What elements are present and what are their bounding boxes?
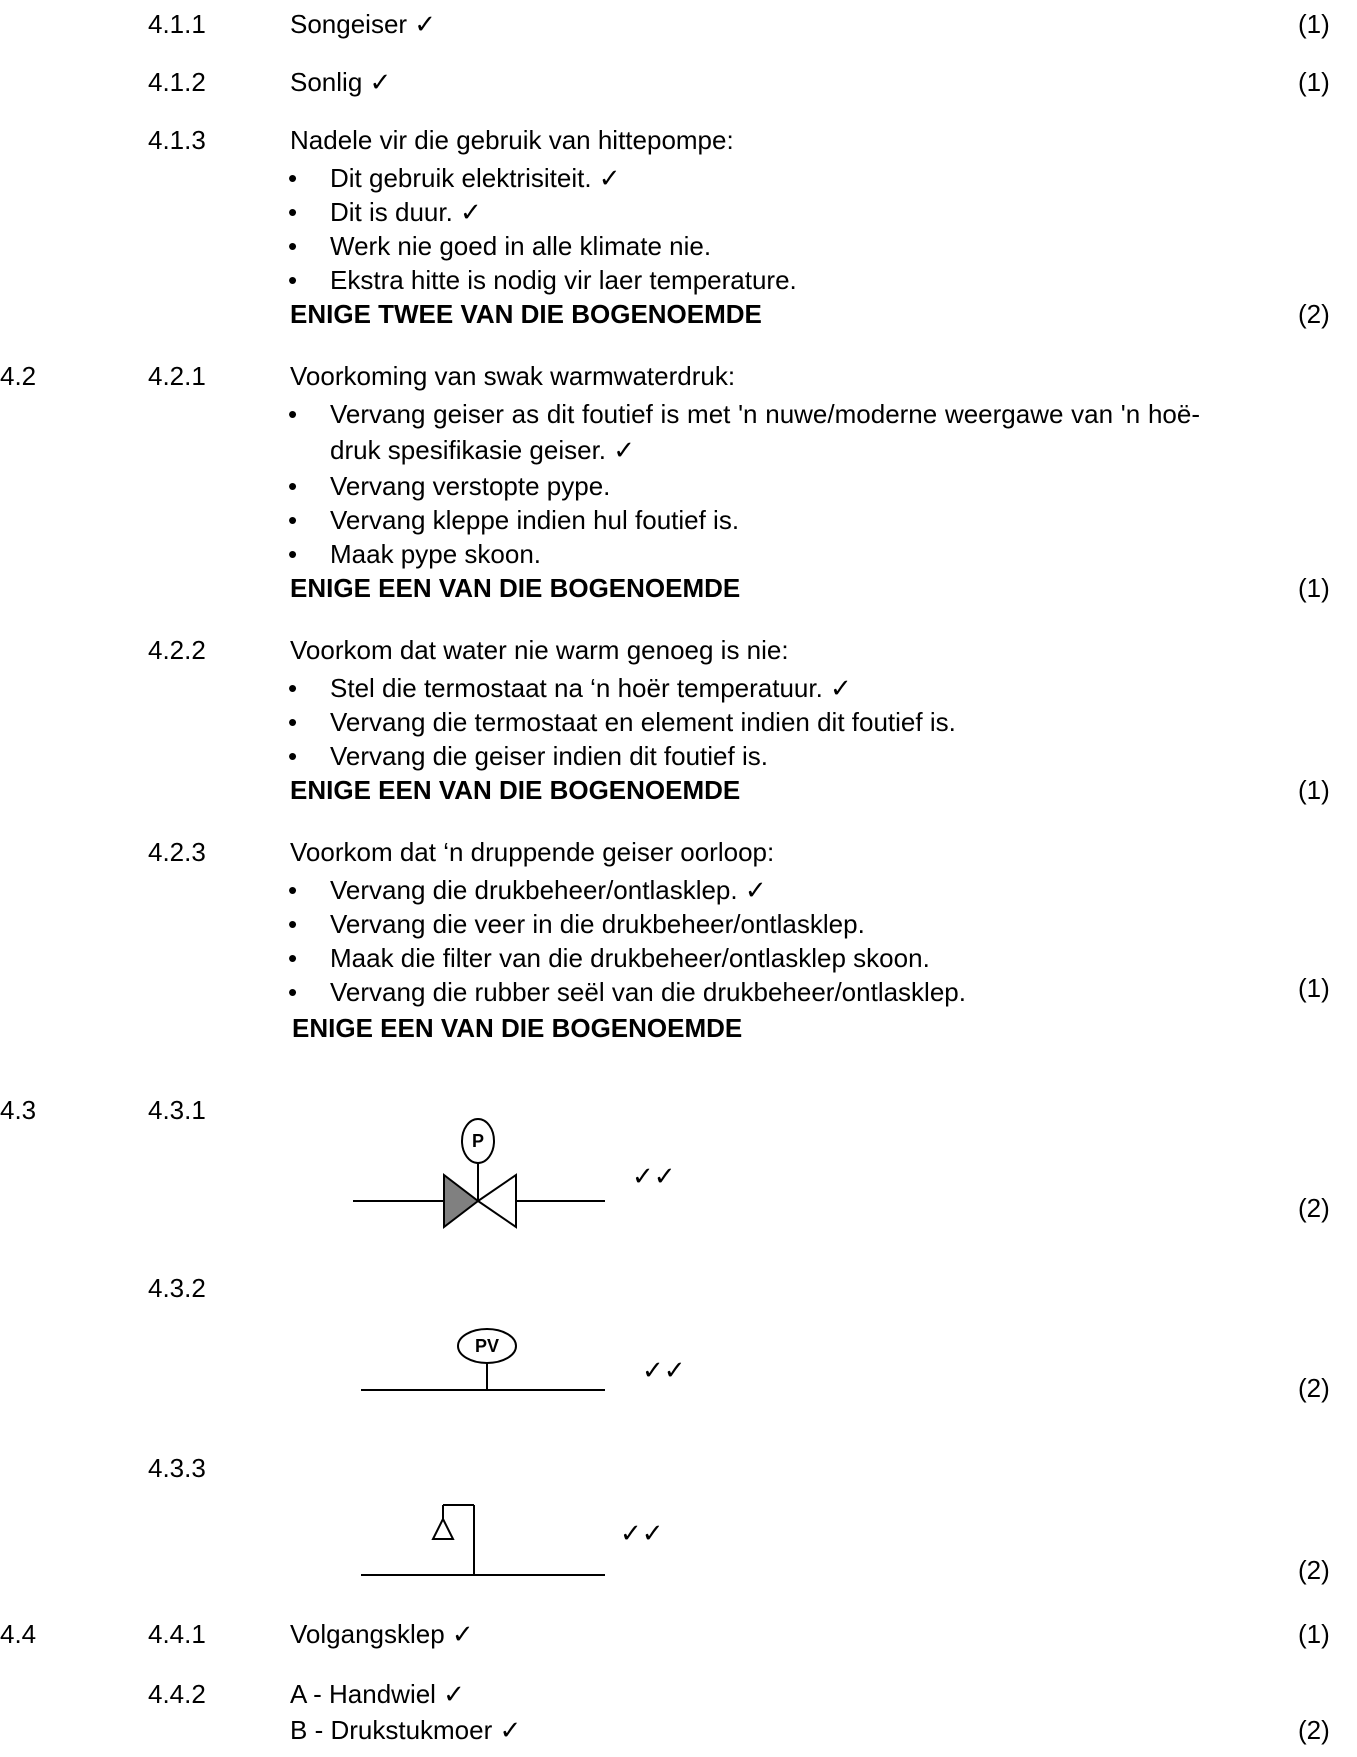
mark-allocation: (1) [1298,9,1330,39]
item-4-2-1 [0,358,1357,394]
item-4-3-1 [0,1092,1357,1128]
bullet-item: • Ekstra hitte is nodig vir laer temperature. [330,262,797,298]
answer-heading: Nadele vir die gebruik van hittepompe: [290,125,734,155]
answer-line: A - Handwiel ✓ [290,1679,465,1709]
answer-text: Songeiser ✓ [290,9,437,39]
bullet-item: • Vervang geiser as dit foutief is met 'n nuwe/moderne weergawe van 'n hoë-druk spesifikasie geiser. ✓ [330,396,1200,468]
bullet-item: • Vervang die geiser indien dit foutief is. [330,738,768,774]
item-number: 4.2.3 [148,837,206,867]
bullet-item: • Vervang die termostaat en element indien dit foutief is. [330,704,956,740]
item-4-1-1 [0,6,1357,42]
item-number: 4.1.3 [148,125,206,155]
item-4-3-2 [0,1270,1357,1306]
bullet-item: • Dit is duur. ✓ [330,194,482,230]
item-number: 4.2.2 [148,635,206,665]
answer-heading: Voorkom dat ‘n druppende geiser oorloop: [290,837,775,867]
mark-allocation: (1) [1298,573,1330,603]
bullet-item: • Vervang die rubber seël van die drukbeheer/ontlasklep. [330,974,966,1010]
mark-allocation: (1) [1298,1619,1330,1649]
answer-note: ENIGE TWEE VAN DIE BOGENOEMDE [290,299,762,329]
answer-heading: Voorkoming van swak warmwaterdruk: [290,361,736,391]
item-number: 4.3.3 [148,1453,206,1483]
item-4-4-2 [0,1676,1357,1712]
item-4-1-2 [0,64,1357,100]
mark-allocation: (2) [1298,1715,1330,1745]
relief-valve-symbol [0,0,1,1]
item-number: 4.4.1 [148,1619,206,1649]
answer-heading: Voorkom dat water nie warm genoeg is nie: [290,635,789,665]
mark-allocation: (2) [1298,299,1330,329]
bullet-item: • Vervang verstopte pype. [330,468,610,504]
answer-text: Volgangsklep ✓ [290,1619,474,1649]
item-number: 4.2.1 [148,361,206,391]
item-4-3-3 [0,1450,1357,1486]
mark-allocation: (2) [1298,1193,1330,1223]
tick-marks: ✓✓ [642,1355,686,1385]
answer-note: ENIGE EEN VAN DIE BOGENOEMDE [290,573,741,603]
item-4-4-1 [0,1616,1357,1652]
item-number: 4.1.2 [148,67,206,97]
answer-note: ENIGE EEN VAN DIE BOGENOEMDE [292,1013,743,1043]
item-4-1-3 [0,122,1357,158]
tick-marks: ✓✓ [632,1161,676,1191]
bullet-item: • Dit gebruik elektrisiteit. ✓ [330,160,621,196]
mark-allocation: (2) [1298,1373,1330,1403]
bullet-item: • Vervang kleppe indien hul foutief is. [330,502,739,538]
bullet-item: • Werk nie goed in alle klimate nie. [330,228,711,264]
item-number: 4.4.2 [148,1679,206,1709]
mark-allocation: (2) [1298,1555,1330,1585]
bullet-item: • Maak pype skoon. [330,536,541,572]
bullet-item: • Vervang die drukbeheer/ontlasklep. ✓ [330,872,767,908]
symbol-label: PV [474,1336,499,1356]
bullet-item: • Stel die termostaat na ‘n hoër temperatuur. ✓ [330,670,852,706]
item-number: 4.3.1 [148,1095,206,1125]
tick-marks: ✓✓ [620,1518,664,1548]
bullet-item: • Vervang die veer in die drukbeheer/ontlasklep. [330,906,865,942]
answer-note: ENIGE EEN VAN DIE BOGENOEMDE [290,775,741,805]
section-number: 4.3 [0,1095,37,1125]
item-number: 4.1.1 [148,9,206,39]
bullet-item: • Maak die filter van die drukbeheer/ontlasklep skoon. [330,940,930,976]
item-4-2-3 [0,834,1357,870]
item-number: 4.3.2 [148,1273,206,1303]
symbol-label: P [471,1131,484,1151]
mark-allocation: (1) [1298,775,1330,805]
mark-allocation: (1) [1298,67,1330,97]
section-number: 4.2 [0,361,37,391]
answer-line: B - Drukstukmoer ✓ [290,1715,522,1745]
section-number: 4.4 [0,1619,37,1649]
item-4-2-2 [0,632,1357,668]
mark-allocation: (1) [1298,973,1330,1003]
answer-text: Sonlig ✓ [290,67,392,97]
